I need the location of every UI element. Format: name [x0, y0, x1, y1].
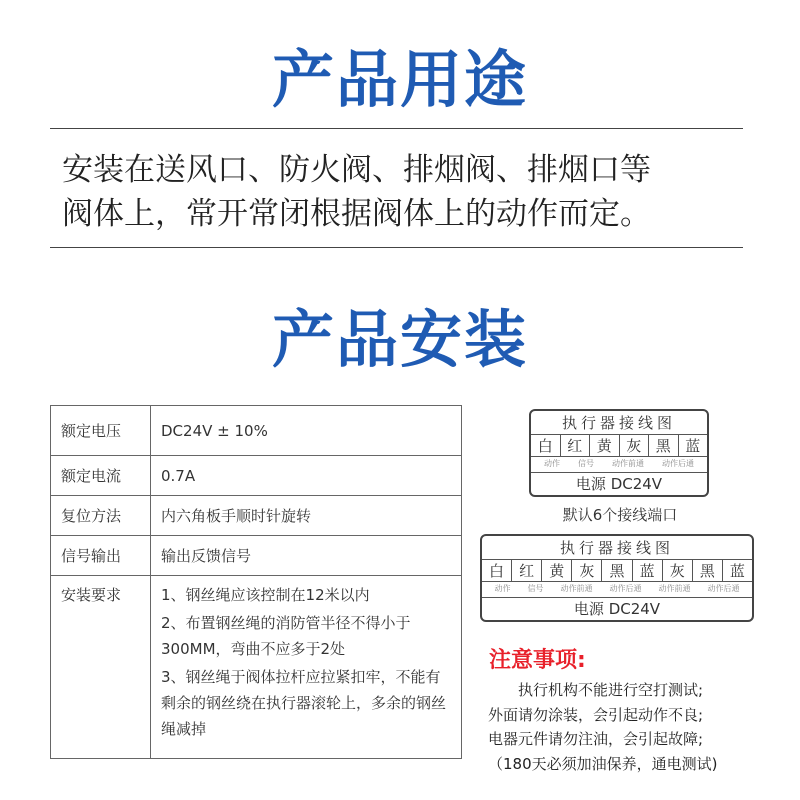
wire-color: 白	[531, 435, 561, 456]
notes-text	[488, 678, 717, 776]
requirement-item: 2、布置钢丝绳的消防管半径不得小于300MM，弯曲不应多于2处	[161, 614, 411, 658]
table-row	[51, 406, 462, 456]
divider	[50, 128, 743, 129]
wire-label: 信号	[527, 584, 544, 593]
wire-label: 动作前通	[612, 459, 644, 468]
requirement-item: 1、钢丝绳应该控制在12米以内	[161, 586, 370, 604]
wire-color: 黑	[649, 435, 679, 456]
table-row	[51, 576, 462, 759]
wire-color: 灰	[620, 435, 650, 456]
divider	[50, 247, 743, 248]
note-line: （180天必须加油保养，通电测试)	[488, 754, 718, 773]
note-line: 执行机构不能进行空打测试;	[488, 681, 704, 699]
wire-color: 黄	[542, 560, 572, 581]
spec-value: 输出反馈信号	[151, 536, 462, 576]
notes-title: 注意事项:	[489, 648, 586, 673]
wire-label: 动作	[544, 459, 560, 468]
diagram-power: 电源 DC24V	[573, 600, 661, 618]
table-row	[51, 456, 462, 496]
spec-key: 额定电压	[51, 406, 151, 456]
usage-text	[62, 148, 752, 236]
wire-color: 红	[561, 435, 591, 456]
wire-color: 黄	[590, 435, 620, 456]
wire-color: 白	[482, 560, 512, 581]
table-row	[51, 536, 462, 576]
wiring-diagram-6	[529, 409, 709, 497]
wiring-diagram-9	[480, 534, 754, 622]
note-line: 电器元件请勿注油，会引起故障;	[488, 730, 704, 748]
wire-color: 蓝	[729, 562, 745, 580]
usage-line: 安装在送风口、防火阀、排烟阀、排烟口等	[62, 152, 651, 188]
note-line: 外面请勿涂装，会引起动作不良;	[488, 705, 704, 724]
spec-table	[50, 405, 462, 759]
spec-value: 0.7A	[151, 456, 462, 496]
wire-color: 灰	[663, 560, 693, 581]
wire-color: 灰	[572, 560, 602, 581]
diagram-title: 执行器接线图	[482, 536, 752, 560]
table-row	[51, 496, 462, 536]
wire-label: 动作后通	[707, 584, 740, 593]
usage-title: 产品用途	[271, 43, 528, 116]
spec-key: 信号输出	[51, 536, 151, 576]
wire-label: 信号	[578, 459, 594, 468]
requirement-item: 3、钢丝绳于阀体拉杆应拉紧扣牢，不能有剩余的钢丝绕在执行器滚轮上，多余的钢丝绳减掉	[161, 668, 447, 738]
spec-key: 安装要求	[51, 576, 151, 759]
wire-color: 黑	[602, 560, 632, 581]
wire-label: 动作后通	[609, 584, 642, 593]
wire-color: 红	[512, 560, 542, 581]
wire-label: 动作后通	[662, 459, 694, 468]
spec-key: 复位方法	[51, 496, 151, 536]
spec-value: 内六角板手顺时针旋转	[151, 496, 462, 536]
wire-label: 动作前通	[658, 584, 691, 593]
wire-color: 蓝	[633, 560, 663, 581]
diagram-title: 执行器接线图	[531, 411, 707, 435]
wire-label: 动作前通	[560, 584, 593, 593]
install-title: 产品安装	[271, 303, 528, 376]
wire-color: 蓝	[685, 437, 701, 455]
wire-color: 黑	[693, 560, 723, 581]
spec-value	[151, 576, 462, 759]
diagram-power: 电源 DC24V	[575, 475, 663, 493]
spec-value: DC24V ± 10%	[151, 406, 462, 456]
diagram-caption: 默认6个接线端口	[562, 506, 678, 524]
usage-line: 阀体上，常开常闭根据阀体上的动作而定。	[62, 196, 651, 232]
spec-key: 额定电流	[51, 456, 151, 496]
wire-label: 动作	[494, 584, 511, 593]
